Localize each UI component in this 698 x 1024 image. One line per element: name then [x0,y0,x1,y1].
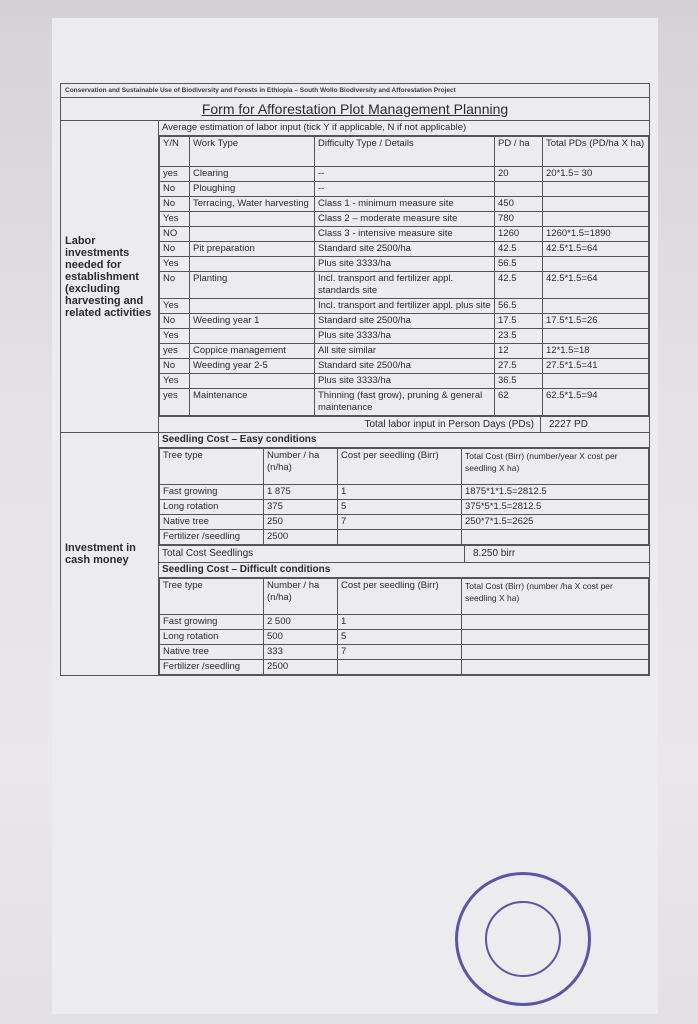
total-cost-cell: 250*7*1.5=2625 [462,515,649,530]
estimation-note: Average estimation of labor input (tick Y if applicable, N if not applicable) [159,121,649,136]
labor-table [159,136,649,416]
cost-per-seedling-cell: 5 [338,630,462,645]
labor-work-cell: Planting [190,272,315,299]
labor-row [160,374,649,389]
labor-section [61,121,649,432]
labor-detail-cell: Class 1 - minimum measure site [315,197,495,212]
easy-seedling-row [160,530,649,545]
easy-col-number: Number / ha (n/ha) [264,449,338,485]
labor-yn-cell: Yes [160,329,190,344]
labor-total-cell: 27.5*1.5=41 [543,359,649,374]
number-per-ha-cell: 333 [264,645,338,660]
labor-row [160,299,649,314]
total-cost-cell [462,645,649,660]
labor-pd-cell: 62 [495,389,543,416]
col-difficulty: Difficulty Type / Details [315,137,495,167]
col-pd-ha: PD / ha [495,137,543,167]
labor-yn-cell: No [160,314,190,329]
labor-total-cell [543,212,649,227]
labor-pd-cell: 27.5 [495,359,543,374]
labor-yn-cell: No [160,242,190,257]
labor-yn-cell: Yes [160,257,190,272]
col-work-type: Work Type [190,137,315,167]
labor-work-cell: Coppice management [190,344,315,359]
form-frame [60,83,650,676]
tree-type-cell: Fertilizer /seedling [160,660,264,675]
labor-row [160,242,649,257]
cost-per-seedling-cell: 5 [338,500,462,515]
labor-yn-cell: No [160,197,190,212]
easy-col-total: Total Cost (Birr) (number/year X cost per seedling X ha) [462,449,649,485]
labor-work-cell [190,257,315,272]
labor-total-value: 2227 PD [540,417,649,432]
labor-detail-cell: Standard site 2500/ha [315,359,495,374]
labor-section-label: Labor investments needed for establishment (excluding harvesting and related activities [61,121,159,432]
tree-type-cell: Native tree [160,515,264,530]
labor-yn-cell: Yes [160,212,190,227]
diff-col-tree: Tree type [160,579,264,615]
labor-detail-cell: Class 2 – moderate measure site [315,212,495,227]
project-line: Conservation and Sustainable Use of Biodiversity and Forests in Ethiopia – South Wollo Biodiversity and Afforestation Project [61,84,649,98]
labor-total-row [159,416,649,432]
labor-row [160,212,649,227]
difficult-seedling-row [160,615,649,630]
labor-yn-cell: No [160,182,190,197]
cost-per-seedling-cell: 1 [338,615,462,630]
labor-detail-cell: Class 3 - intensive measure site [315,227,495,242]
labor-total-cell [543,182,649,197]
difficult-seedling-row [160,660,649,675]
office-stamp [455,872,591,1006]
labor-total-cell: 12*1.5=18 [543,344,649,359]
labor-pd-cell: 780 [495,212,543,227]
labor-row [160,344,649,359]
tree-type-cell: Native tree [160,645,264,660]
easy-total-row [159,545,649,562]
labor-total-cell [543,197,649,212]
labor-detail-cell: Plus site 3333/ha [315,257,495,272]
easy-col-tree: Tree type [160,449,264,485]
labor-row [160,227,649,242]
form-title: Form for Afforestation Plot Management Planning [61,98,649,121]
labor-detail-cell: Incl. transport and fertilizer appl. standards site [315,272,495,299]
labor-header-row [160,137,649,167]
labor-detail-cell: -- [315,167,495,182]
labor-row [160,257,649,272]
tree-type-cell: Long rotation [160,630,264,645]
labor-work-cell [190,212,315,227]
labor-pd-cell: 23.5 [495,329,543,344]
labor-total-label: Total labor input in Person Days (PDs) [364,419,534,430]
number-per-ha-cell: 2 500 [264,615,338,630]
easy-seedling-row [160,485,649,500]
tree-type-cell: Fast growing [160,615,264,630]
easy-title: Seedling Cost – Easy conditions [159,433,649,448]
total-cost-cell [462,615,649,630]
labor-row [160,389,649,416]
number-per-ha-cell: 2500 [264,660,338,675]
cost-per-seedling-cell: 1 [338,485,462,500]
cost-per-seedling-cell: 7 [338,515,462,530]
labor-pd-cell [495,182,543,197]
labor-pd-cell: 42.5 [495,272,543,299]
cash-section [61,432,649,675]
labor-pd-cell: 12 [495,344,543,359]
labor-work-cell: Clearing [190,167,315,182]
labor-work-cell: Pit preparation [190,242,315,257]
total-cost-cell [462,660,649,675]
labor-row [160,182,649,197]
labor-pd-cell: 36.5 [495,374,543,389]
easy-total-label: Total Cost Seedlings [159,546,465,562]
labor-pd-cell: 1260 [495,227,543,242]
labor-work-cell [190,227,315,242]
labor-pd-cell: 17.5 [495,314,543,329]
labor-detail-cell: Standard site 2500/ha [315,314,495,329]
labor-yn-cell: No [160,359,190,374]
labor-detail-cell: Standard site 2500/ha [315,242,495,257]
difficult-table [159,578,649,675]
labor-total-cell [543,299,649,314]
labor-work-cell: Maintenance [190,389,315,416]
labor-total-cell: 17.5*1.5=26 [543,314,649,329]
number-per-ha-cell: 500 [264,630,338,645]
total-cost-cell: 375*5*1.5=2812.5 [462,500,649,515]
number-per-ha-cell: 375 [264,500,338,515]
labor-pd-cell: 56.5 [495,299,543,314]
easy-seedling-row [160,500,649,515]
tree-type-cell: Fast growing [160,485,264,500]
labor-total-cell: 1260*1.5=1890 [543,227,649,242]
labor-row [160,314,649,329]
stamp-emblem [485,901,561,977]
labor-total-cell: 42.5*1.5=64 [543,242,649,257]
easy-header-row [160,449,649,485]
labor-pd-cell: 42.5 [495,242,543,257]
easy-total-value: 8.250 birr [473,548,516,559]
labor-total-cell: 20*1.5= 30 [543,167,649,182]
labor-row [160,359,649,374]
difficult-seedling-row [160,645,649,660]
cost-per-seedling-cell [338,530,462,545]
labor-row [160,197,649,212]
easy-table [159,448,649,545]
difficult-header-row [160,579,649,615]
cost-per-seedling-cell [338,660,462,675]
difficult-seedling-row [160,630,649,645]
labor-yn-cell: Yes [160,374,190,389]
total-cost-cell [462,630,649,645]
diff-col-number: Number / ha (n/ha) [264,579,338,615]
labor-pd-cell: 20 [495,167,543,182]
labor-work-cell [190,374,315,389]
labor-detail-cell: All site similar [315,344,495,359]
labor-row [160,167,649,182]
total-cost-cell [462,530,649,545]
difficult-title: Seedling Cost – Difficult conditions [159,562,649,578]
labor-yn-cell: Yes [160,299,190,314]
labor-yn-cell: No [160,272,190,299]
labor-row [160,329,649,344]
cash-section-label: Investment in cash money [61,433,159,675]
labor-yn-cell: yes [160,167,190,182]
labor-work-cell: Terracing, Water harvesting [190,197,315,212]
diff-col-cost: Cost per seedling (Birr) [338,579,462,615]
labor-work-cell: Weeding year 2-5 [190,359,315,374]
labor-total-cell: 62.5*1.5=94 [543,389,649,416]
number-per-ha-cell: 250 [264,515,338,530]
labor-pd-cell: 450 [495,197,543,212]
labor-yn-cell: yes [160,344,190,359]
labor-detail-cell: -- [315,182,495,197]
labor-work-cell [190,299,315,314]
labor-work-cell [190,329,315,344]
labor-total-cell [543,329,649,344]
col-yn: Y/N [160,137,190,167]
tree-type-cell: Long rotation [160,500,264,515]
labor-detail-cell: Plus site 3333/ha [315,329,495,344]
labor-total-cell [543,257,649,272]
labor-detail-cell: Plus site 3333/ha [315,374,495,389]
labor-work-cell: Weeding year 1 [190,314,315,329]
diff-col-total: Total Cost (Birr) (number /ha X cost per seedling X ha) [462,579,649,615]
labor-total-cell [543,374,649,389]
labor-detail-cell: Incl. transport and fertilizer appl. plus site [315,299,495,314]
labor-pd-cell: 56.5 [495,257,543,272]
labor-yn-cell: NO [160,227,190,242]
labor-work-cell: Ploughing [190,182,315,197]
number-per-ha-cell: 2500 [264,530,338,545]
labor-detail-cell: Thinning (fast grow), pruning & general maintenance [315,389,495,416]
cost-per-seedling-cell: 7 [338,645,462,660]
col-total-pds: Total PDs (PD/ha X ha) [543,137,649,167]
total-cost-cell: 1875*1*1.5=2812.5 [462,485,649,500]
easy-col-cost: Cost per seedling (Birr) [338,449,462,485]
easy-seedling-row [160,515,649,530]
number-per-ha-cell: 1 875 [264,485,338,500]
labor-yn-cell: yes [160,389,190,416]
labor-total-cell: 42.5*1.5=64 [543,272,649,299]
tree-type-cell: Fertilizer /seedling [160,530,264,545]
labor-row [160,272,649,299]
